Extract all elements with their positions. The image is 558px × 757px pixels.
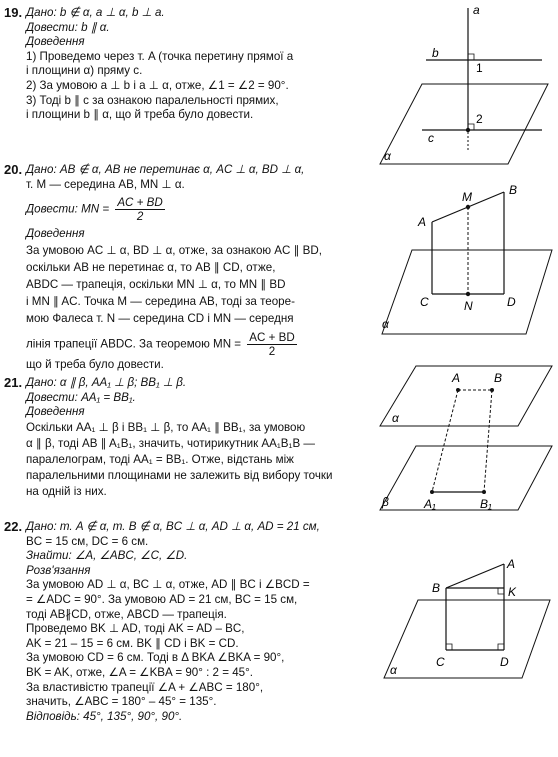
find-text: Знайти: ∠A, ∠ABC, ∠C, ∠D. bbox=[26, 549, 188, 563]
segment-BA bbox=[446, 564, 504, 588]
right-angle-D bbox=[498, 644, 504, 650]
label-C: C bbox=[420, 295, 429, 309]
given-text: Дано: т. A ∉ α, т. B ∉ α, BC ⊥ α, AD ⊥ α, AD = 21 см, bbox=[26, 520, 320, 533]
plane-beta bbox=[380, 446, 552, 510]
plane-alpha bbox=[382, 250, 552, 334]
right-angle-1 bbox=[468, 54, 474, 60]
point-M bbox=[466, 205, 470, 209]
proof-line: За умовою AC ⊥ α, BD ⊥ α, отже, за ознакою AC ∥ BD, bbox=[26, 243, 322, 257]
solution-line: тоді AB∦CD, отже, ABCD — трапеція. bbox=[26, 607, 227, 621]
problem-21 bbox=[4, 375, 398, 500]
label-B1: B₁ bbox=[480, 497, 492, 511]
point-B bbox=[490, 388, 494, 392]
problem-number: 22. bbox=[4, 519, 23, 534]
label-C: C bbox=[436, 655, 445, 669]
label-B: B bbox=[509, 183, 518, 197]
given-text: Дано: b ∉ α, a ⊥ α, b ⊥ a. bbox=[26, 6, 165, 19]
problem-20 bbox=[4, 162, 398, 372]
solution-line: За властивістю трапеції ∠A + ∠ABC = 180°, bbox=[26, 680, 264, 694]
proof-line: 2) За умовою a ⊥ b і a ⊥ α, отже, ∠1 = ∠2 = 90°. bbox=[26, 78, 289, 92]
point-A bbox=[466, 128, 470, 132]
solution-line: AK = 21 – 15 = 6 см. BK ∥ CD і BK = CD. bbox=[26, 636, 239, 650]
label-A: A bbox=[418, 215, 427, 229]
plane-alpha bbox=[380, 366, 552, 426]
label-b: b bbox=[432, 46, 439, 60]
segment-AA1 bbox=[432, 390, 458, 492]
given-text: Дано: α ∥ β, AA₁ ⊥ β; BB₁ ⊥ β. bbox=[26, 376, 187, 389]
figure-20 bbox=[376, 182, 558, 342]
solution-line: За умовою CD = 6 см. Тоді в Δ BKA ∠BKA = 90°, bbox=[26, 651, 285, 665]
label-K: K bbox=[508, 585, 517, 599]
proof-line: Оскільки AA₁ ⊥ β і BB₁ ⊥ β, то AA₁ ∥ BB₁, за умовою bbox=[26, 420, 306, 434]
label-c: c bbox=[428, 131, 434, 145]
figure-21 bbox=[376, 360, 558, 518]
point-B1 bbox=[482, 490, 486, 494]
point-A bbox=[456, 388, 460, 392]
label-D: D bbox=[500, 655, 509, 669]
solution-line: значить, ∠ABC = 180° – 45° = 135°. bbox=[26, 695, 217, 709]
proof-line: мою Фалеса т. N — середина CD і MN — середня bbox=[26, 311, 294, 325]
label-A1: A₁ bbox=[424, 497, 436, 511]
label-alpha: α bbox=[390, 663, 397, 677]
problem-19 bbox=[4, 5, 386, 123]
solution-line: За умовою AD ⊥ α, BC ⊥ α, отже, AD ∥ BC і ∠BCD = bbox=[26, 578, 310, 592]
problem-number: 19. bbox=[4, 5, 23, 20]
label-a: a bbox=[473, 3, 480, 17]
proof-title: Доведення bbox=[26, 35, 85, 49]
proof-line: і площини b ∥ α, що й треба було довести. bbox=[26, 108, 254, 122]
proof-line: ABDC — трапеція, оскільки MN ⊥ α, то MN ∥ BD bbox=[26, 277, 286, 291]
label-alpha: α bbox=[392, 411, 399, 425]
plane-alpha bbox=[384, 600, 550, 678]
proof-line: 1) Проведемо через т. A (точка перетину прямої a bbox=[26, 49, 294, 63]
given-text: т. M — середина AB, MN ⊥ α. bbox=[26, 177, 185, 191]
proof-line: що й треба було довести. bbox=[26, 357, 164, 371]
prove-prefix: Довести: MN = bbox=[26, 202, 110, 216]
point-N bbox=[466, 292, 470, 296]
proof-line: паралелограм, тоді AA₁ = BB₁. Отже, відстань між bbox=[26, 452, 294, 466]
answer-text: Відповідь: 45°, 135°, 90°, 90°. bbox=[26, 709, 183, 723]
figure-19 bbox=[372, 2, 558, 170]
point-A1 bbox=[430, 490, 434, 494]
label-M: M bbox=[462, 190, 472, 204]
solution-line: BK = AK, отже, ∠A = ∠KBA = 90° : 2 = 45°. bbox=[26, 665, 253, 679]
label-1: 1 bbox=[476, 61, 483, 75]
proof-line: і MN ∥ AC. Точка M — середина AB, тоді за теоре- bbox=[26, 294, 295, 308]
label-D: D bbox=[507, 295, 516, 309]
proof-line: лінія трапеції ABDC. За теоремою MN = $\frac{AC + BD}{2}$ bbox=[26, 330, 295, 358]
proof-line: 3) Тоді b ∥ c за ознакою паралельності прямих, bbox=[26, 93, 279, 107]
segment-BB1 bbox=[484, 390, 492, 492]
proof-title: Доведення bbox=[26, 405, 85, 419]
right-angle-C bbox=[446, 644, 452, 650]
right-angle-K bbox=[498, 588, 504, 594]
proof-line: оскільки AB не перетинає α, то AB ∥ CD, отже, bbox=[26, 260, 276, 274]
label-2: 2 bbox=[476, 112, 483, 126]
problem-number: 20. bbox=[4, 162, 23, 177]
proof-title: Доведення bbox=[26, 227, 85, 241]
label-B: B bbox=[432, 581, 441, 595]
solution-line: Проведемо BK ⊥ AD, тоді AK = AD – BC, bbox=[26, 622, 245, 636]
prove-text bbox=[26, 196, 398, 223]
label-A: A bbox=[507, 557, 516, 571]
given-text: Дано: AB ∉ α, AB не перетинає α, AC ⊥ α, BD ⊥ α, bbox=[26, 163, 305, 176]
problem-22 bbox=[4, 519, 398, 724]
proof-line: паралельними площинами не залежить від вибору точки bbox=[26, 468, 333, 482]
label-N: N bbox=[464, 299, 473, 313]
proof-line: і площини α) пряму c. bbox=[26, 64, 143, 78]
solution-line: = ∠ADC = 90°. За умовою AD = 21 см, BC = 15 см, bbox=[26, 592, 298, 606]
fraction: $\frac{AC + BD}{2}$ bbox=[117, 196, 163, 224]
label-beta: β bbox=[382, 495, 389, 509]
label-B: B bbox=[494, 371, 503, 385]
proof-line: α ∥ β, тоді AB ∥ A₁B₁, значить, чотирикутник AA₁B₁B — bbox=[26, 436, 315, 450]
prove-text: Довести: b ∥ α. bbox=[26, 20, 110, 34]
solution-title: Розв'язання bbox=[26, 563, 91, 577]
given-text: BC = 15 см, DC = 6 см. bbox=[26, 534, 149, 548]
prove-text: Довести: AA₁ = BB₁. bbox=[26, 390, 136, 404]
label-alpha: α bbox=[384, 149, 391, 163]
label-alpha: α bbox=[382, 317, 389, 331]
label-A: A bbox=[452, 371, 461, 385]
fraction: $\frac{AC + BD}{2}$ bbox=[249, 330, 295, 358]
proof-line: на одній із них. bbox=[26, 484, 107, 498]
figure-22 bbox=[376, 554, 558, 684]
problem-number: 21. bbox=[4, 375, 23, 390]
plane-alpha bbox=[380, 84, 548, 164]
